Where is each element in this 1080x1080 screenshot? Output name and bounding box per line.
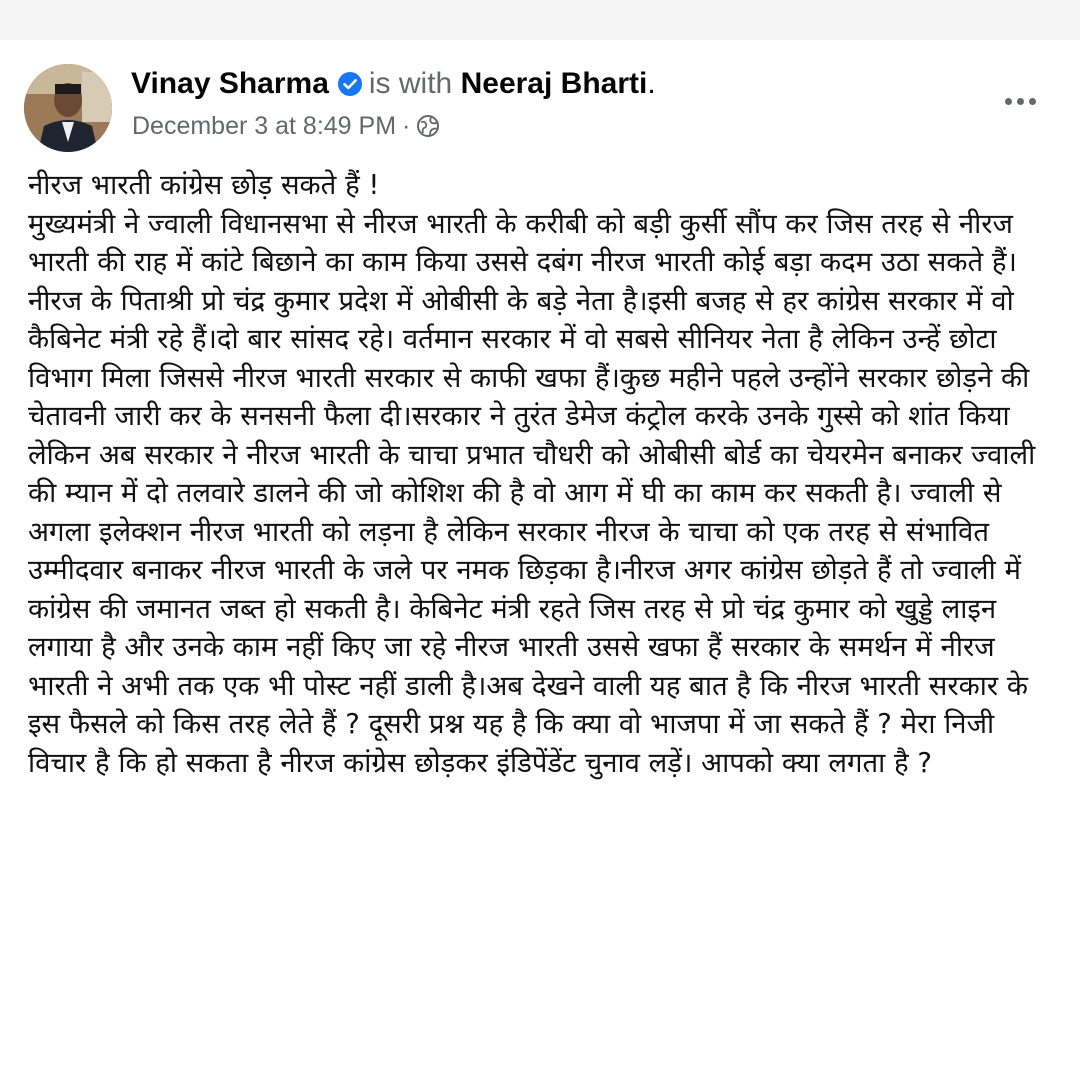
author-name[interactable]: Vinay Sharma [131,67,329,100]
post-text: मुख्यमंत्री ने ज्वाली विधानसभा से नीरज भारती के करीबी को बड़ी कुर्सी सौंप कर जिस तरह से नीरज भारती की राह में कांटे बिछाने का काम किया उससे दबंग नीरज भारती कोई बड़ा कदम उठा सकते हैं।नीरज के पिताश्री प्रो चंद्र कुमार प्रदेश में ओबीसी के बड़े नेता है।इसी बजह से हर कांग्रेस सरकार में वो कैबिनेट मंत्री रहे हैं।दो बार सांसद रहे। वर्तमान सरकार में वो सबसे सीनियर नेता है लेकिन उन्हें छोटा विभाग मिला जिससे नीरज भारती सरकार से काफी खफा हैं।कुछ महीने पहले उन्होंने सरकार छोड़ने की चेतावनी जारी कर के सनसनी फैला दी।सरकार ने तुरंत डेमेज कंट्रोल करके उनके गुस्से को शांत किया लेकिन अब सरकार ने नीरज भारती के चाचा प्रभात चौधरी को ओबीसी बोर्ड का चेयरमेन बनाकर ज्वाली की म्यान में दो तलवारे डालने की जो कोशिश की है वो आग में घी का काम कर सकती है। ज्वाली से अगला इलेक्शन नीरज भारती को लड़ना है लेकिन सरकार नीरज के चाचा को एक तरह से संभावित उम्मीदवार बनाकर नीरज भारती के जले पर नमक छिड़का है।नीरज अगर कांग्रेस छोड़ते हैं तो ज्वाली में कांग्रेस की जमानत जब्त हो सकती है। केबिनेट मंत्री रहते जिस तरह से प्रो चंद्र कुमार को खुड्डे लाइन लगाया है और उनके काम नहीं किए जा रहे नीरज भारती उससे खफा हैं सरकार के समर्थन में नीरज भारती ने अभी तक एक भी पोस्ट नहीं डाली है।अब देखने वाली यह बात है कि नीरज भारती सरकार के इस फैसले को किस तरह लेते हैं ? दूसरी प्रश्न यह है कि क्या वो भाजपा में जा सकते हैं ? मेरा निजी विचार है कि हो सकता है नीरज कांग्रेस छोड़कर इंडिपेंडेंट चुनाव लड़ें। आपको क्या लगता है ? [28,207,1044,779]
post-headline: नीरज भारती कांग्रेस छोड़ सकते हैं ! [28,169,380,201]
post-meta [132,110,440,142]
top-strip [0,0,1080,40]
more-options-icon [1005,98,1012,105]
more-dot [1029,98,1036,105]
post-timestamp[interactable]: December 3 at 8:49 PM [132,112,397,140]
globe-icon[interactable] [416,114,440,138]
meta-separator: · [402,112,411,140]
avatar[interactable] [24,64,112,152]
post-body [28,166,1058,782]
tagged-person-link[interactable]: Neeraj Bharti [460,67,648,100]
more-options-button[interactable] [996,84,1044,118]
name-line [131,66,656,102]
more-dot [1017,98,1024,105]
post-header [0,40,1080,160]
facebook-post [0,40,1080,1080]
verified-badge-icon [337,70,363,96]
tagged-suffix: . [647,67,656,100]
with-text: is with [368,67,453,100]
avatar-photo [24,64,112,152]
